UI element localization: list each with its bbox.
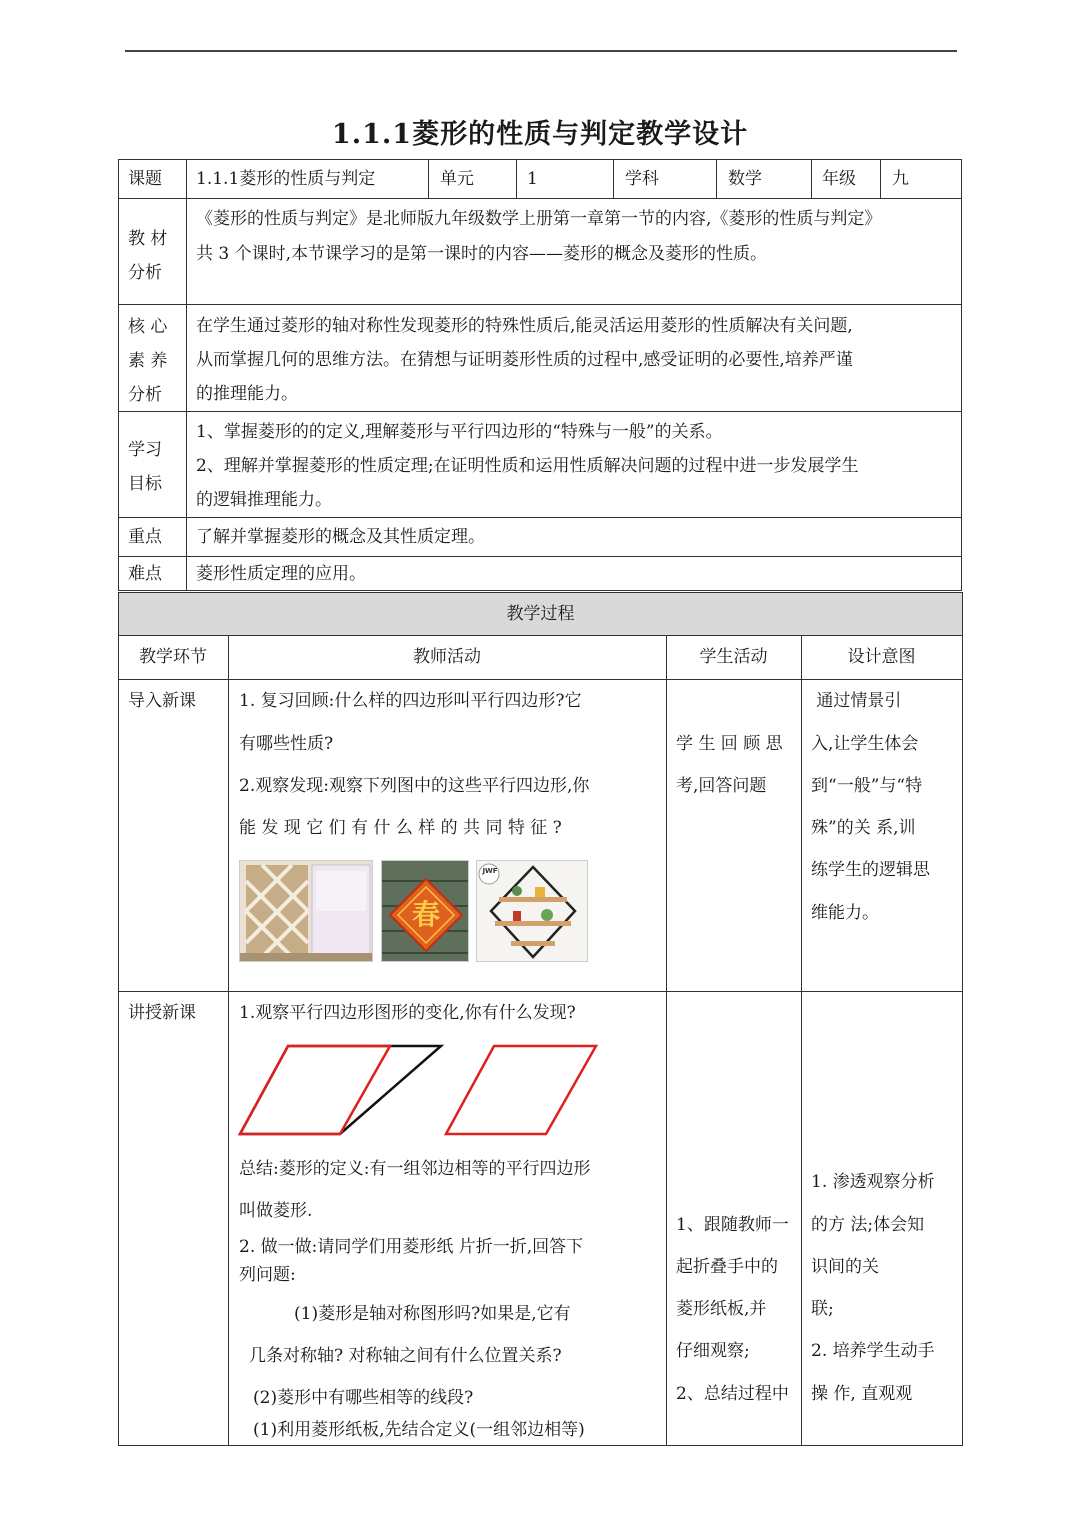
lattice-cabinet-photo [239,860,373,962]
teach-student-line-1: 1、跟随教师一 [676,1215,789,1235]
jwf-logo: JWF [482,867,498,875]
teach-q1-line-1: (1)菱形是轴对称图形吗?如果是,它有 [294,1304,571,1324]
teach-q3: (1)利用菱形纸板,先结合定义(一组邻边相等) [253,1420,585,1440]
topic-value: 1.1.1菱形的性质与判定 [196,169,376,189]
teach-q1-line-2: 几条对称轴? 对称轴之间有什么位置关系? [249,1346,562,1366]
core-line-1: 在学生通过菱形的轴对称性发现菱形的特殊性质后,能灵活运用菱形的性质解决有关问题, [196,316,853,336]
goals-line-1: 1、掌握菱形的的定义,理解菱形与平行四边形的“特殊与一般”的关系。 [196,422,723,442]
intro-intent-line-3: 到“一般”与“特 [811,776,923,796]
intro-intent-line-5: 练学生的逻辑思 [811,860,930,880]
teach-stage: 讲授新课 [128,1003,196,1023]
teach-summary-line-1: 总结:菱形的定义:有一组邻边相等的平行四边形 [239,1159,591,1179]
teach-student-line-4: 仔细观察; [676,1341,750,1361]
teach-student-line-3: 菱形纸板,并 [676,1299,767,1319]
difficulty-label: 难点 [128,564,162,584]
core-label-2: 素 养 [128,351,168,371]
subject-label: 学科 [625,169,659,189]
core-label-3: 分析 [128,385,162,405]
material-label-1: 教 材 [128,229,168,249]
core-line-2: 从而掌握几何的思维方法。在猜想与证明菱形性质的过程中,感受证明的必要性,培养严谨 [196,350,853,370]
page-title: 1.1.1菱形的性质与判定教学设计 [331,119,749,150]
teach-observe: 1.观察平行四边形图形的变化,你有什么发现? [239,1003,576,1023]
unit-label: 单元 [440,169,474,189]
teach-intent-line-5: 2. 培养学生动手 [811,1341,935,1361]
intro-teacher-line-3: 2.观察发现:观察下列图中的这些平行四边形,你 [239,776,590,796]
goals-line-2: 2、理解并掌握菱形的性质定理;在证明性质和运用性质解决问题的过程中进一步发展学生 [196,456,859,476]
teach-task-line-2: 列问题: [239,1265,296,1285]
teach-student-line-5: 2、总结过程中 [676,1384,789,1404]
teach-student-line-2: 起折叠手中的 [676,1257,778,1277]
intro-intent-line-6: 维能力。 [811,903,879,923]
col-stage: 教学环节 [139,647,207,667]
teach-intent-line-2: 的方 法;体会知 [811,1215,925,1235]
intro-stage: 导入新课 [128,691,196,711]
difficulty-text: 菱形性质定理的应用。 [196,564,366,584]
subject-value: 数学 [728,169,762,189]
intro-student-line-1: 学 生 回 顾 思 [676,734,783,754]
parallelogram-to-rhombus-diagram [236,1040,606,1140]
red-parallelogram [240,1046,390,1134]
top-rule [125,50,957,52]
process-header: 教学过程 [506,604,575,624]
black-parallelogram [240,1046,441,1134]
teach-task-line-1: 2. 做一做:请同学们用菱形纸 片折一折,回答下 [239,1237,584,1257]
key-label: 重点 [128,527,162,547]
intro-intent-line-4: 殊”的关 系,训 [811,818,916,838]
teach-intent-line-4: 联; [811,1299,834,1319]
teach-q2: (2)菱形中有哪些相等的线段? [253,1388,474,1408]
goals-label-1: 学习 [128,440,162,460]
intro-student-line-2: 考,回答问题 [676,776,767,796]
intro-teacher-line-2: 有哪些性质? [239,734,334,754]
col-student: 学生活动 [699,647,768,667]
col-teacher: 教师活动 [413,647,481,667]
unit-value: 1 [527,169,538,189]
teach-intent-line-6: 操 作, 直观观 [811,1384,913,1404]
intro-intent-line-2: 入,让学生体会 [811,734,919,754]
teach-intent-line-3: 识间的关 [811,1257,879,1277]
material-label-2: 分析 [128,263,162,283]
intro-teacher-line-4: 能 发 现 它 们 有 什 么 样 的 共 同 特 征 ? [239,818,562,838]
col-intent: 设计意图 [847,647,916,667]
grade-value: 九 [892,169,909,189]
key-text: 了解并掌握菱形的概念及其性质定理。 [196,527,485,547]
rhombus-shelf-photo [476,860,588,962]
chun-character: 春 [411,898,440,931]
chun-banner-photo [381,860,469,962]
grade-label: 年级 [822,169,856,189]
material-line-2: 共 3 个课时,本节课学习的是第一课时的内容——菱形的概念及菱形的性质。 [196,244,768,264]
intro-teacher-line-1: 1. 复习回顾:什么样的四边形叫平行四边形?它 [239,691,582,711]
topic-label: 课题 [128,169,162,189]
goals-line-3: 的逻辑推理能力。 [196,490,332,510]
teach-intent-line-1: 1. 渗透观察分析 [811,1172,935,1192]
core-line-3: 的推理能力。 [196,384,298,404]
material-line-1: 《菱形的性质与判定》是北师版九年级数学上册第一章第一节的内容,《菱形的性质与判定》 [196,209,882,229]
core-label-1: 核 心 [128,317,168,337]
intro-intent-line-1: 通过情景引 [811,691,902,711]
goals-label-2: 目标 [128,474,162,494]
red-rhombus [446,1046,596,1134]
teach-summary-line-2: 叫做菱形. [239,1201,313,1221]
